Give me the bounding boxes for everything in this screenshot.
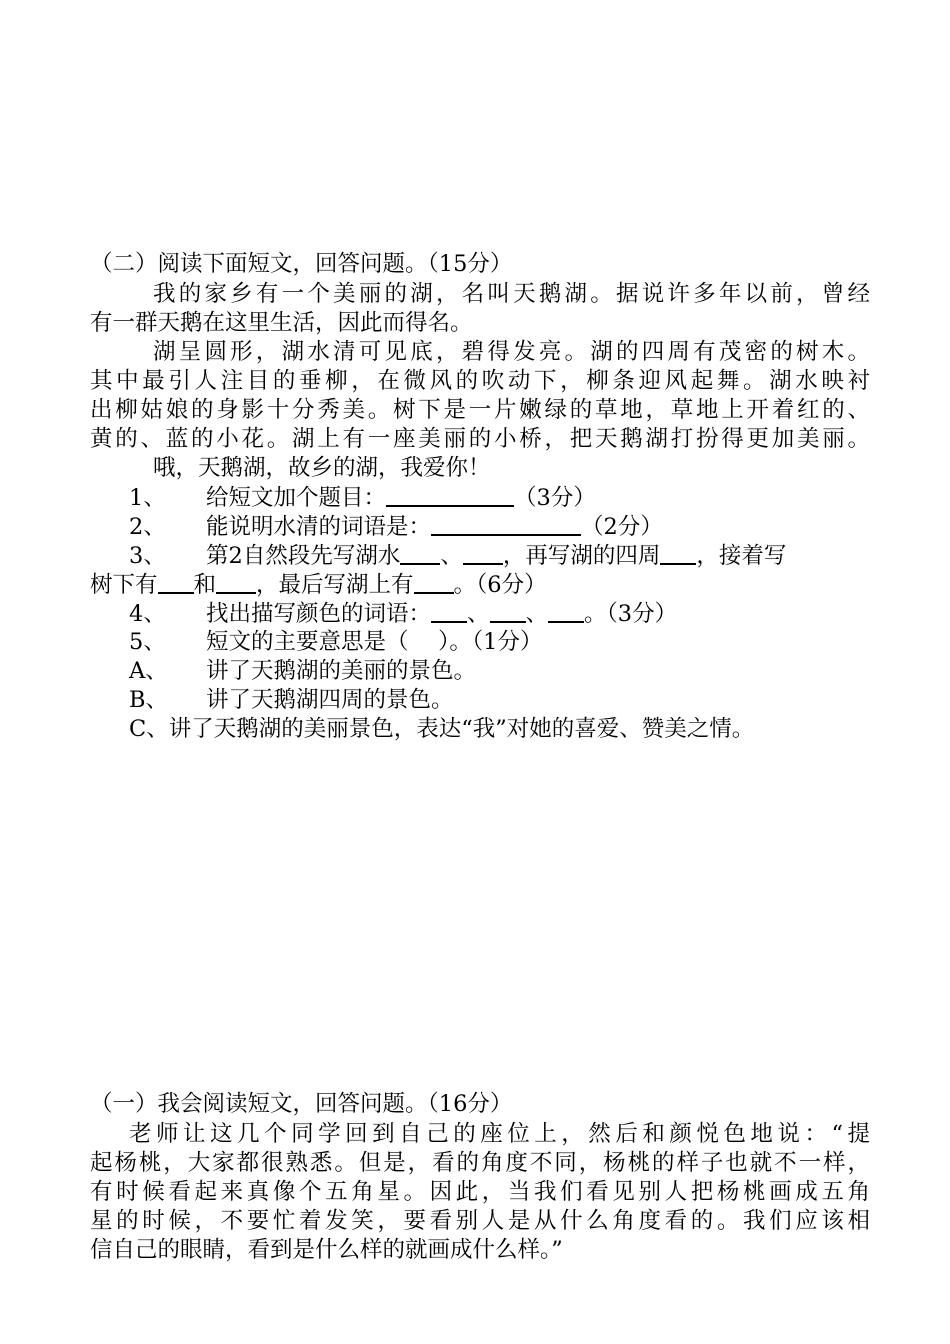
question-4 [129, 599, 870, 628]
option-a[interactable] [129, 657, 870, 686]
answer-blank[interactable] [431, 512, 581, 536]
question-text: 找出描写颜色的词语： [206, 601, 432, 627]
paragraph-2-line-3: 出柳姑娘的身影十分秀美。树下是一片嫩绿的草地，草地上开着红的、 [90, 397, 870, 423]
question-text: 第2自然段先写湖水 [206, 543, 401, 569]
question-text: 能说明水清的词语是： [206, 514, 432, 540]
question-text: 和 [193, 572, 217, 598]
passage-line-4: 星的时候，不要忙着发笑，要看别人是从什么角度看的。我们应该相 [90, 1208, 870, 1234]
paragraph-2-line-4: 黄的、蓝的小花。湖上有一座美丽的小桥，把天鹅湖打扮得更加美丽。 [90, 426, 870, 452]
answer-blank[interactable] [548, 599, 584, 623]
paragraph-3: 哦，天鹅湖，故乡的湖，我爱你！ [153, 455, 491, 481]
option-b[interactable] [129, 686, 870, 715]
question-1 [129, 483, 870, 512]
question-text: 短文的主要意思是（ ）。（1分） [206, 629, 543, 655]
answer-blank[interactable] [490, 599, 526, 623]
answer-blank[interactable] [400, 541, 440, 565]
section-1-heading: （一）我会阅读短文，回答问题。（16分） [90, 1091, 513, 1117]
question-text: 树下有 [90, 572, 158, 598]
paragraph-2-line-2: 其中最引人注目的垂柳，在微风的吹动下，柳条迎风起舞。湖水映衬 [90, 368, 870, 394]
passage-line-2: 起杨桃，大家都很熟悉。但是，看的角度不同，杨桃的样子也就不一样， [90, 1150, 870, 1176]
question-number: 3、 [129, 543, 166, 569]
answer-blank[interactable] [414, 570, 454, 594]
answer-blank[interactable] [463, 541, 503, 565]
passage-line-3: 有时候看起来真像个五角星。因此，当我们看见别人把杨桃画成五角 [90, 1179, 870, 1205]
question-score: （3分） [514, 485, 596, 511]
question-number: 5、 [129, 629, 166, 655]
question-2 [129, 512, 870, 541]
passage-line-5: 信自己的眼睛，看到是什么样的就画成什么样。” [90, 1237, 563, 1263]
question-number: 4、 [129, 601, 166, 627]
question-score: （2分） [581, 514, 663, 540]
question-score: 。（3分） [584, 601, 678, 627]
question-number: 1、 [129, 485, 166, 511]
separator: 、 [525, 601, 549, 627]
question-5 [129, 628, 870, 657]
section-2-heading: （二）阅读下面短文，回答问题。（15分） [90, 251, 513, 277]
paragraph-2-line-1: 湖呈圆形，湖水清可见底，碧得发亮。湖的四周有茂密的树木。 [153, 339, 870, 365]
answer-blank[interactable] [158, 570, 194, 594]
passage-line-1: 老师让这几个同学回到自己的座位上，然后和颜悦色地说：“提 [129, 1121, 870, 1147]
question-text: ，再写湖的四周 [502, 543, 661, 569]
question-number: 2、 [129, 514, 166, 540]
option-letter: B、 [129, 687, 169, 713]
question-3-line-1 [129, 541, 870, 570]
paragraph-1-line-2: 有一群天鹅在这里生活，因此而得名。 [90, 310, 473, 336]
paragraph-1-line-1: 我的家乡有一个美丽的湖，名叫天鹅湖。据说许多年以前，曾经 [153, 281, 870, 307]
option-text: 讲了天鹅湖四周的景色。 [206, 687, 454, 713]
question-text: 给短文加个题目： [206, 485, 387, 511]
question-text: ，最后写湖上有 [256, 572, 414, 598]
answer-blank[interactable] [216, 570, 256, 594]
answer-blank[interactable] [660, 541, 696, 565]
option-c[interactable]: C、讲了天鹅湖的美丽景色，表达“我”对她的喜爱、赞美之情。 [129, 716, 755, 742]
answer-blank[interactable] [431, 599, 467, 623]
answer-blank[interactable] [386, 483, 514, 507]
option-text: 讲了天鹅湖的美丽的景色。 [206, 658, 477, 684]
separator: 、 [440, 543, 463, 569]
option-letter: A、 [129, 658, 168, 684]
question-text: ，接着写 [696, 543, 787, 569]
separator: 、 [467, 601, 490, 627]
question-score: 。（6分） [453, 572, 547, 598]
question-3-line-2 [90, 570, 870, 599]
